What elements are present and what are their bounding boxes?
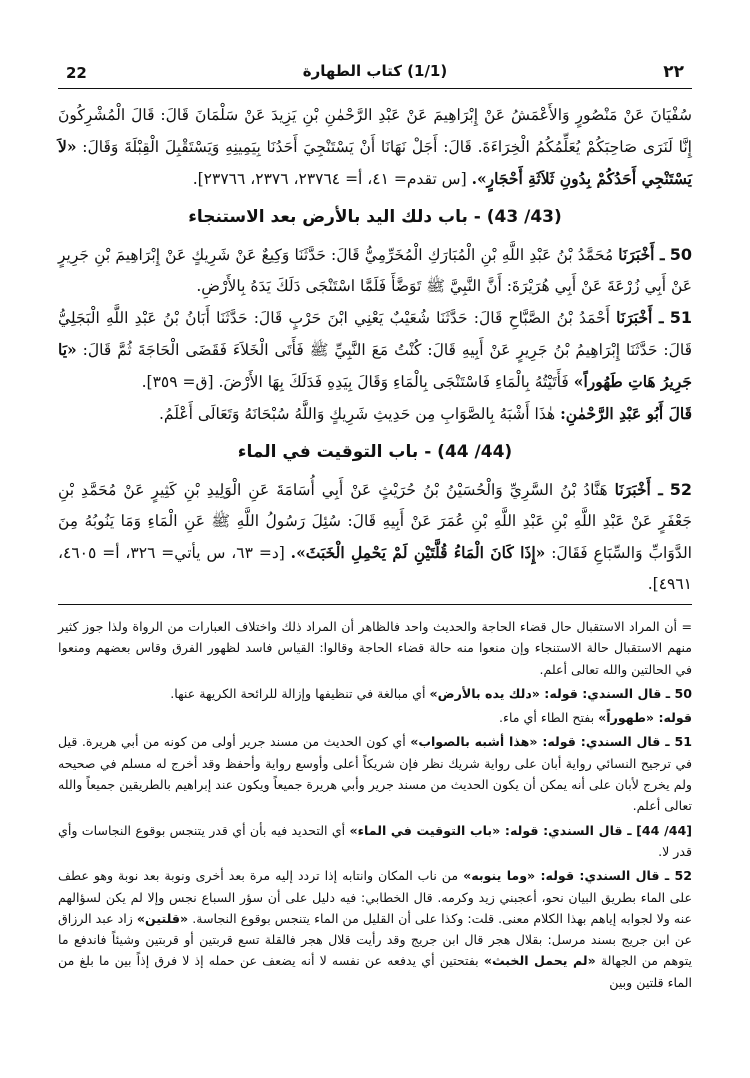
running-title: (1/1) كتاب الطهارة	[302, 62, 448, 80]
intro-ref: [س تقدم= ٤١، أ= ٢٣٧٦٤، ٢٣٧٦، ٢٣٧٦٦].	[192, 170, 472, 188]
hadith-number: 52	[669, 480, 693, 499]
chapter-heading-44: (44/ 44) - باب التوقيت في الماء	[237, 442, 513, 462]
page-number-arabic: ٢٢	[663, 62, 684, 82]
hadith-ref: [ق= ٣٥٩].	[141, 373, 219, 391]
hadith-number: 50	[669, 245, 692, 264]
chapter-heading-43: (43/ 43) - باب دلك اليد بالأرض بعد الاستنجاء	[188, 207, 562, 227]
note-text: أي مبالغة في تنظيفها وإزالة للرائحة الكريهة عنها.	[170, 685, 430, 701]
note-head: [44/ 44] ـ قال السندي:	[543, 822, 693, 838]
note-head: 50 ـ قال السندي:	[582, 685, 692, 701]
page-number-latin: 22	[66, 64, 87, 82]
hadith-number: 51	[669, 308, 692, 327]
footnotes	[58, 616, 692, 996]
note-quote: قوله: «هذا أشبه بالصواب»	[410, 734, 581, 750]
note-quote: قوله: «طهوراً»	[598, 710, 692, 726]
note-text: أي التحديد فيه بأن أي قدر يتنجس بوقوع النجاسات وأي قدر لا.	[58, 822, 692, 859]
intro-quote: «لاَ يَسْتَنْجِي أَحَدُكُمْ بِدُونِ ثَلاَثَةِ أَحْجَارٍ».	[58, 137, 692, 188]
note-52	[58, 865, 692, 993]
hadith-text: أَحْمَدُ بْنُ الصَّبَّاحِ قَالَ: حَدَّثَنَا شُعَيْبٌ يَعْنِي ابْنَ حَرْبٍ قَالَ: حَدَّثَنَا أَبَانُ بْنُ عَبْدِ اللَّهِ الْبَجَلِيُّ قَالَ: حَدَّثَنَا إِبْرَاهِيمُ بْنُ جَرِيرٍ عَنْ أَبِيهِ قَالَ: كُنْتُ مَعَ النَّبِيِّ ﷺ فَأَتَى الْخَلاَءَ فَقَضَى الْحَاجَةَ ثُمَّ قَالَ:	[58, 309, 692, 359]
note-quote: قوله: «وما ينوبه»	[463, 868, 580, 884]
note-text: أي كون الحديث من مسند جرير أولى من كونه من أبي هريرة. قيل في ترجيح النسائي رواية أبان على رواية شريك نظر فإن شريكاً أعلى وأوسع رواية وأحفظ وقد أخرج له مسلم في صحيحه ولم يخرج لأبان على أنه يمكن أن يكون الحديث من مسند جرير وأبي هريرة جميعاً ويكون عند إبراهيم بالطريقين جميعاً والله تعالى أعلم.	[58, 734, 692, 814]
intro-text: سُفْيَانَ عَنْ مَنْصُورٍ وَالأَعْمَشُ عَنْ إِبْرَاهِيمَ عَنْ عَبْدِ الرَّحْمٰنِ بْنِ يَزِيدَ عَنْ سَلْمَانَ قَالَ: قَالَ الْمُشْرِكُونَ إِنَّا لَنَرَى صَاحِبَكُمْ يُعَلِّمُكُمُ الْخِرَاءَةَ. قَالَ: أَجَلْ نَهَانَا أَنْ يَسْتَنْجِيَ أَحَدُنَا بِيَمِينِهِ وَيَسْتَقْبِلَ الْقِبْلَةَ وَقَالَ:	[58, 106, 692, 156]
hadith-text: مُحَمَّدُ بْنُ عَبْدِ اللَّهِ بْنِ الْمُبَارَكِ الْمُخَرِّمِيُّ قَالَ: حَدَّثَنَا وَكِيعٌ عَنْ شَرِيكٍ عَنْ إِبْرَاهِيمَ بْنِ جَرِيرٍ عَنْ أَبِي زُرْعَةَ عَنْ أَبِي هُرَيْرَةَ: أَنَّ النَّبِيَّ ﷺ تَوَضَّأَ فَلَمَّا اسْتَنْجَى دَلَكَ يَدَهُ بِالأَرْضِ.	[58, 246, 692, 295]
note-text-2: زاد عبد الرزاق عن ابن جريج بسند مرسل: بقلال هجر قال ابن جريج وقد رأيت قلال هجر فالقلة تسع قربتين أو قربتين وشيئاً فاندفع ما يتوهم من الجهالة	[58, 910, 693, 969]
note-continued: = أن المراد الاستقبال حال قضاء الحاجة والحديث واحد فالظاهر أن المراد ذلك واختلاف العبارات من الرواة ولذا جوز كثير منهم الاستقبال حالة الاستنجاء وإن منعوا منه حالة قضاء الحاجة وقالوا: القياس فاسد لظهور الفرق وقاس بعضهم ومنعوا في الحالتين والله تعالى أعلم.	[58, 619, 692, 677]
hadith-50	[58, 239, 692, 302]
note-quote-2: «قلتين»	[136, 910, 189, 926]
hadith-text-2: فَأَتَيْتُهُ بِالْمَاءِ فَاسْتَنْجَى بِالْمَاءِ وَقَالَ بِيَدِهِ فَدَلَكَ بِهَا الأَرْضَ.	[218, 373, 574, 391]
akhbarana: ـ أَخْبَرَنَا	[614, 480, 663, 499]
note-quote-3: «لم يحمل الخبث»	[483, 953, 596, 969]
note-51	[58, 731, 692, 816]
hadith-quote: «إِذَا كَانَ الْمَاءُ قُلَّتَيْنِ لَمْ يَحْمِلِ الْخَبَثَ».	[290, 543, 546, 562]
note-44	[58, 820, 692, 863]
intro-paragraph	[58, 100, 692, 195]
footnote-rule	[58, 604, 692, 605]
header-rule	[58, 88, 692, 89]
note-head: 52 ـ قال السندي:	[579, 868, 692, 884]
note-quote: قوله: «باب التوقيت في الماء»	[349, 822, 544, 838]
abu-abd-comment	[58, 398, 692, 430]
note-50	[58, 683, 692, 704]
hadith-quote: «يَا جَرِيرُ هَاتِ طَهُوراً»	[58, 340, 692, 391]
note-text-3: بفتحتين أي يدفعه عن نفسه لا أنه يضعف عن حمله إذ لا فرق إذاً بين ما بلغ من الماء قلتين وبين	[58, 953, 692, 990]
note-head: 51 ـ قال السندي:	[580, 734, 692, 750]
main-text	[58, 100, 692, 600]
hadith-52	[58, 474, 692, 600]
comment-lead: قَالَ أَبُو عَبْدِ الرَّحْمٰنِ:	[560, 404, 692, 423]
hadith-text: هَنَّادُ بْنُ السَّرِيِّ وَالْحُسَيْنُ بْنُ حُرَيْثٍ عَنْ أَبِي أُسَامَةَ عَنِ الْوَلِيدِ بْنِ كَثِيرٍ عَنْ مُحَمَّدِ بْنِ جَعْفَرٍ عَنْ عَبْدِ اللَّهِ بْنِ عَبْدِ اللَّهِ بْنِ عُمَرَ عَنْ أَبِيهِ قَالَ: سُئِلَ رَسُولُ اللَّهِ ﷺ عَنِ الْمَاءِ وَمَا يَنُوبُهُ مِنَ الدَّوَابِّ وَالسِّبَاعِ فَقَالَ:	[58, 481, 692, 562]
akhbarana: ـ أَخْبَرَنَا	[616, 308, 664, 327]
hadith-51	[58, 302, 692, 398]
note-text: بفتح الطاء أي ماء.	[499, 710, 599, 726]
comment-text: هٰذَا أَشْبَهُ بِالصَّوَابِ مِن حَدِيثِ شَرِيكٍ وَاللَّهُ سُبْحَانَهُ وَتَعَالَى أَعْلَمُ.	[158, 405, 561, 423]
hadith-ref: [د= ٦٣، س يأتي= ٣٢٦، أ= ٤٦٠٥، ٤٩٦١].	[58, 544, 692, 593]
note-quote: قوله: «دلك يده بالأرض»	[429, 685, 583, 701]
note-50b	[58, 707, 692, 728]
note-text: من ناب المكان وانتابه إذا تردد إليه مرة بعد أخرى ونوبة بعد نوبة وهو عطف على الماء بطريق البيان نحو، أعجبني زيد وكرمه. قال الخطابي: فيه دليل على أن سؤر السباع نجس وإلا لم يكن لسؤالهم عنه ولا لجوابه إياهم بهذا الكلام معنى. قلت: وكذا على أن القليل من الماء يتنجس بوقوع النجاسة.	[58, 868, 692, 926]
page-header	[58, 60, 692, 86]
akhbarana: ـ أَخْبَرَنَا	[618, 245, 665, 264]
